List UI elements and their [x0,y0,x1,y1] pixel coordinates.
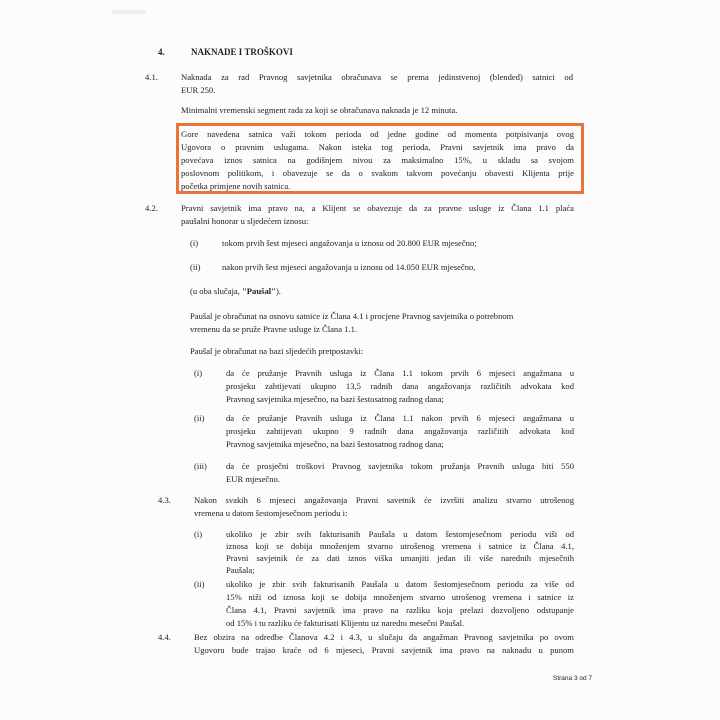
both-cases-post: ). [275,286,281,296]
analysis-item-line: iznosa koji se dobija množenjem stvarno utrošenog vremena i satnice iz Člana 4.1, [226,541,574,551]
clause-number-4-2: 4.2. [145,203,158,213]
fee-item-label: (ii) [190,262,201,272]
highlighted-line-2: Ugovora o pravnim uslugama. Nakon isteka tog perioda, Pravni savjetnik ima pravo da [181,142,574,152]
clause-number-4-4: 4.4. [158,632,171,642]
assumption-line: prosjeku zahtijevati ukupno 13,5 radnih dana angažovanja različitih advokata kod [226,381,574,391]
analysis-item-line: Člana 4.1, Pravni savjetnik ima pravo na razliku koja prelazi dozvoljeno odstupanje [226,605,574,615]
analysis-item-label: (ii) [194,579,205,589]
clause-4-1-line-1: Naknada za rad Pravnog savjetnika obračunava se prema jedinstvenoj (blended) satnici od [181,72,573,82]
both-cases-pre: (u oba slučaja, [190,286,243,296]
clause-number-4-3: 4.3. [158,495,171,505]
assumption-line: Pravnog savjetnika mjesečno, na bazi šestosatnog radnog dana; [226,394,444,404]
highlighted-line-4: poslovnom politikom, i obavezuje se da o svakom takvom povećanju obavesti Klijenta prije [181,168,574,178]
fee-item-text: tokom prvih šest mjeseci angažovanja u iznosu od 20.800 EUR mjesečno; [222,238,477,248]
assumption-label: (i) [194,368,203,378]
clause-4-2-intro-2: paušalni honorar u sljedećem iznosu: [181,216,309,226]
analysis-item-line: ukoliko je zbir svih fakturisanih Paušala u datom šestomjesečnom periodu viši od [226,529,574,539]
clause-4-4-line-1: Bez obzira na odredbe Članova 4.2 i 4.3, u slučaju da angažman Pravnog savjetnika po ovom [194,632,574,642]
assumption-label: (ii) [194,413,205,423]
assumptions-heading: Paušal je obračunat na bazi sljedećih pretpostavki: [190,346,364,356]
assumption-label: (iii) [194,461,207,471]
assumption-line: da će prosječni troškovi Pravnog savjetnika tokom pružanja Pravnih usluga biti 550 [226,461,574,471]
clause-4-4-line-2: Ugovoru bude trajao kraće od 6 mjeseci, Pravni savjetnik ima pravo na naknadu u punom [194,645,574,655]
analysis-item-line: 15% niži od iznosa koji se dobija množenjem stvarno utrošenog vremena i satnice iz [226,592,574,602]
section-number: 4. [158,47,165,57]
clause-number-4-1: 4.1. [145,72,158,82]
fee-item-label: (i) [190,238,199,248]
analysis-item-line: Paušala; [226,565,255,575]
fee-item-text: nakon prvih šest mjeseci angažovanja u iznosu od 14.050 EUR mjesečno, [222,262,476,272]
clause-4-2-intro-1: Pravni savjetnik ima pravo na, a Klijent se obavezuje da za pravne usluge iz Člana 1.1 plaća [181,203,574,213]
section-title: NAKNADE I TROŠKOVI [191,47,293,57]
scan-smudge [112,10,146,14]
pausal-term: "Paušal" [242,286,276,296]
assumption-line: prosjeku zahtijevati ukupno 9 radnih dana angažovanja različitih advokata kod [226,426,574,436]
calc-line-2: vremenu da se pruže Pravne usluge iz Člana 1.1. [190,324,358,334]
both-cases-note [190,284,281,298]
page-number: Strana 3 od 7 [553,675,593,682]
clause-4-3-intro-1: Nakon svakih 6 mjeseci angažovanja Pravni savetnik će izvršiti analizu stvarno utrošenog [194,495,574,505]
highlighted-line-1: Gore navedena satnica važi tokom perioda od jedne godine od momenta potpisivanja ovog [181,129,574,139]
assumption-line: da će pružanje Pravnih usluga iz Člana 1.1 nakon prvih 6 mjeseci angažmana u [226,413,574,423]
clause-4-1-minimum: Minimalni vremenski segment rada za koji se obračunava naknada je 12 minuta. [181,105,458,115]
assumption-line: da će pružanje Pravnih usluga iz Člana 1.1 tokom prvih 6 mjeseci angažmana u [226,368,574,378]
highlighted-line-3: povećava iznos satnica na godišnjem nivou za maksimalno 15%, u skladu sa svojom [181,155,574,165]
clause-4-3-intro-2: vremena u datom šestomjesečnom periodu i: [194,508,348,518]
analysis-item-label: (i) [194,529,203,539]
analysis-item-line: od 15% i tu razliku će fakturisati Klijentu uz narednı mesečni Paušal. [226,618,465,628]
analysis-item-line: Pravni savjetnik će za dati iznos viška umanjiti jedan ili više narednih mjesečnih [226,553,574,563]
clause-4-1-line-2: EUR 250. [181,85,216,95]
analysis-item-line: ukoliko je zbir svih fakturisanih Paušala u datom šestomjesečnom periodu za više od [226,579,574,589]
assumption-line: Pravnog savjetnika mjesečno, na bazi šestosatnog radnog dana; [226,439,444,449]
calc-line-1: Paušal je obračunat na osnovu satnice iz Člana 4.1 i procjene Pravnog savjetnika o potrebnom [190,311,514,321]
assumption-line: EUR mjesečno. [226,474,280,484]
highlighted-line-5: početka primjene novih satnica. [181,181,291,191]
